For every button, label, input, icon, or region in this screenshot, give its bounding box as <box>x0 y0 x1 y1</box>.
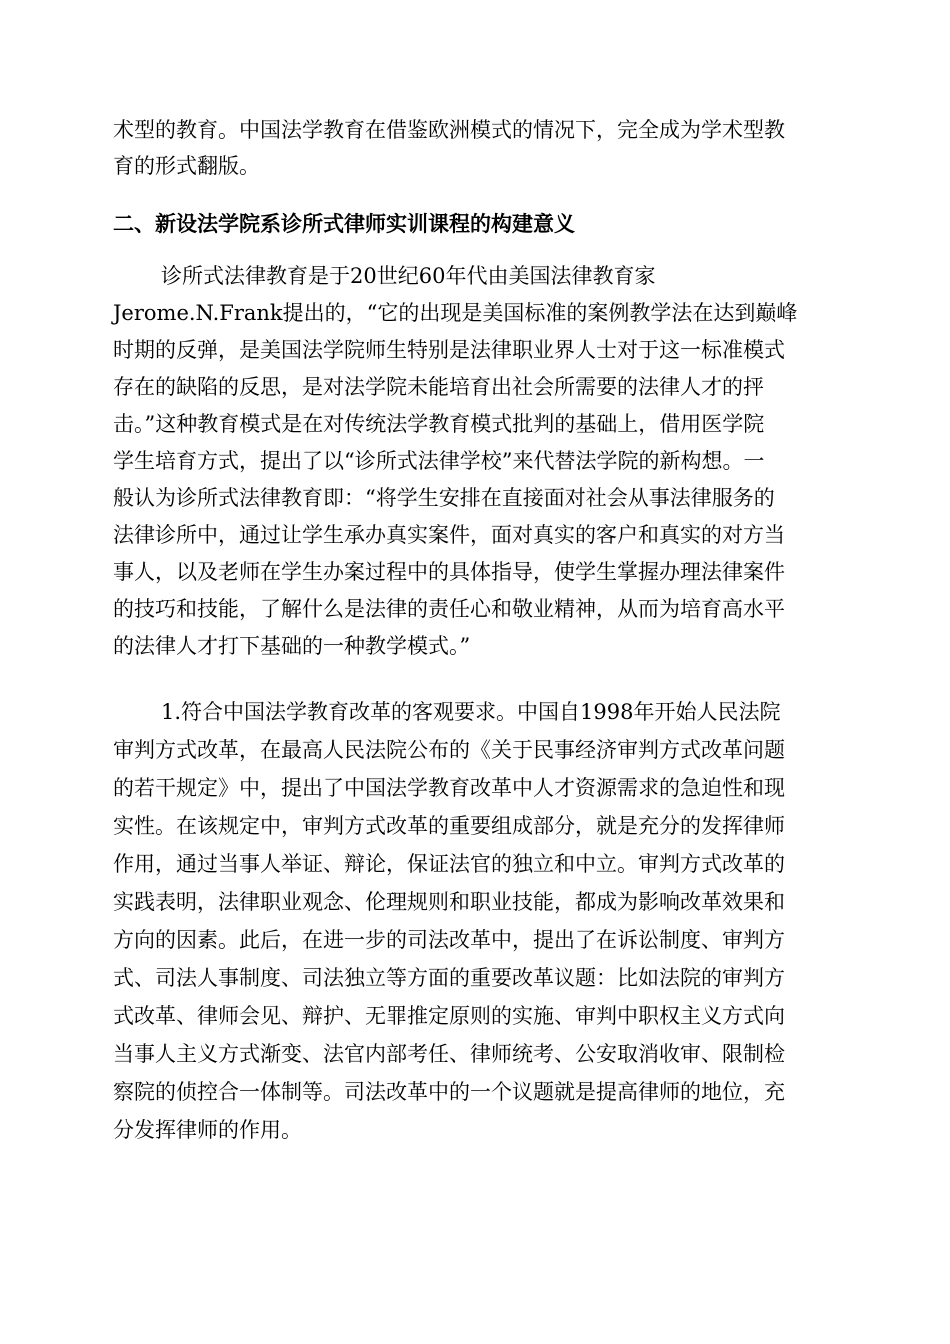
paragraph-line: Jerome.N.Frank提出的，“它的出现是美国标准的案例教学法在达到巅峰 <box>113 301 798 325</box>
paragraph-line: 的法律人才打下基础的一种教学模式。” <box>113 634 471 658</box>
paragraph-line: 1.符合中国法学教育改革的客观要求。中国自1998年开始人民法院 <box>161 700 781 724</box>
section-heading: 二、新设法学院系诊所式律师实训课程的构建意义 <box>113 211 575 236</box>
paragraph-line: 察院的侦控合一体制等。司法改革中的一个议题就是提高律师的地位，充 <box>113 1080 785 1104</box>
paragraph-line: 时期的反弹，是美国法学院师生特别是法律职业界人士对于这一标准模式 <box>113 338 785 362</box>
paragraph-line: 诊所式法律教育是于20世纪60年代由美国法律教育家 <box>161 264 656 288</box>
paragraph-line: 当事人主义方式渐变、法官内部考任、律师统考、公安取消收审、限制检 <box>113 1042 785 1066</box>
paragraph-line: 式改革、律师会见、辩护、无罪推定原则的实施、审判中职权主义方式向 <box>113 1004 785 1028</box>
paragraph-line: 方向的因素。此后，在进一步的司法改革中，提出了在诉讼制度、审判方 <box>113 928 785 952</box>
paragraph-line: 审判方式改革，在最高人民法院公布的《关于民事经济审判方式改革问题 <box>113 738 785 762</box>
paragraph-line: 存在的缺陷的反思，是对法学院未能培育出社会所需要的法律人才的抨 <box>113 375 764 399</box>
paragraph-line: 实践表明，法律职业观念、伦理规则和职业技能，都成为影响改革效果和 <box>113 890 785 914</box>
paragraph-line: 般认为诊所式法律教育即：“将学生安排在直接面对社会从事法律服务的 <box>113 486 775 510</box>
paragraph-line: 击。”这种教育模式是在对传统法学教育模式批判的基础上，借用医学院 <box>113 412 765 436</box>
paragraph-line: 事人，以及老师在学生办案过程中的具体指导，使学生掌握办理法律案件 <box>113 560 785 584</box>
paragraph-line: 术型的教育。中国法学教育在借鉴欧洲模式的情况下，完全成为学术型教 <box>113 118 785 142</box>
paragraph-line: 式、司法人事制度、司法独立等方面的重要改革议题：比如法院的审判方 <box>113 966 785 990</box>
paragraph-line: 的若干规定》中，提出了中国法学教育改革中人才资源需求的急迫性和现 <box>113 776 785 800</box>
paragraph-line: 的技巧和技能，了解什么是法律的责任心和敬业精神，从而为培育高水平 <box>113 597 785 621</box>
paragraph-line: 法律诊所中，通过让学生承办真实案件，面对真实的客户和真实的对方当 <box>113 523 785 547</box>
paragraph-line: 作用，通过当事人举证、辩论，保证法官的独立和中立。审判方式改革的 <box>113 852 785 876</box>
paragraph-line: 分发挥律师的作用。 <box>113 1118 302 1142</box>
paragraph-line: 实性。在该规定中，审判方式改革的重要组成部分，就是充分的发挥律师 <box>113 814 785 838</box>
paragraph-line: 育的形式翻版。 <box>113 154 260 178</box>
paragraph-line: 学生培育方式，提出了以“诊所式法律学校”来代替法学院的新构想。一 <box>113 449 765 473</box>
